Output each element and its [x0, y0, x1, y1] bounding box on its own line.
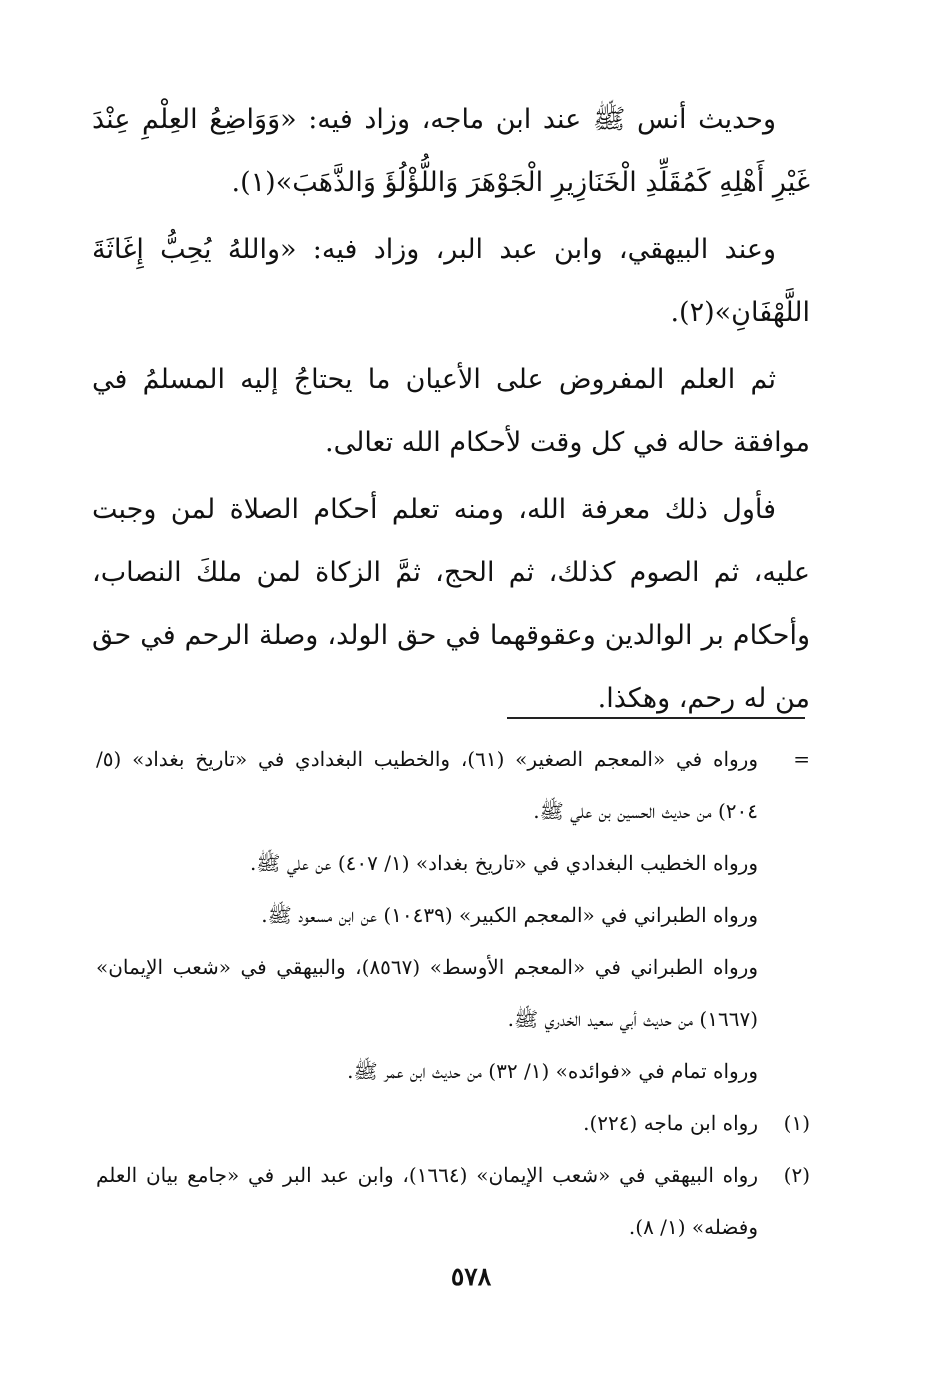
main-text — [92, 88, 810, 734]
paragraph-obligatory-knowledge: ثم العلم المفروض على الأعيان ما يحتاجُ إليه المسلمُ في موافقة حاله في كل وقت لأحكام الله تعالى. — [92, 364, 810, 458]
footnote-marker: (١) — [783, 1111, 810, 1135]
paragraph-bayhaqi: وعند البيهقي، وابن عبد البر، وزاد فيه: «واللهُ يُحِبُّ إِغَاثَةَ اللَّهْفَانِ»(٢). — [92, 234, 810, 328]
footnote-item — [96, 837, 810, 889]
footnote-text: ورواه الطبراني في «المعجم الأوسط» (٨٥٦٧)، والبيهقي في «شعب الإيمان» (١٦٦٧) من حديث أبي سعيد الخدري ﷺ. — [96, 955, 758, 1031]
footnote-item — [96, 941, 810, 1045]
footnote-marker: = — [793, 747, 810, 771]
footnote-2 — [96, 1149, 810, 1253]
footnote-text: ورواه الخطيب البغدادي في «تاريخ بغداد» (١/ ٤٠٧) عن علي ﷺ. — [249, 851, 758, 875]
paragraph-anas-hadith: وحديث أنس ﷺ عند ابن ماجه، وزاد فيه: «وَوَاضِعُ العِلْمِ عِنْدَ غَيْرِ أَهْلِهِ كَمُقَلِّدِ الْخَنَازِيرِ الْجَوْهَرَ وَاللُّؤْلُؤَ وَالذَّهَبَ»(١). — [92, 104, 810, 198]
footnote-item — [96, 1045, 810, 1097]
footnote-marker: (٢) — [783, 1163, 810, 1187]
footnote-1 — [96, 1097, 810, 1149]
footnote-text: ورواه تمام في «فوائده» (١/ ٣٢) من حديث ابن عمر ﷺ. — [347, 1059, 758, 1083]
footnote-text: رواه البيهقي في «شعب الإيمان» (١٦٦٤)، وابن عبد البر في «جامع بيان العلم وفضله» (١/ ٨). — [96, 1163, 758, 1239]
footnote-continuation — [96, 733, 810, 837]
footnote-text: رواه ابن ماجه (٢٢٤). — [583, 1111, 758, 1135]
page-number: ٥٧٨ — [450, 1262, 492, 1291]
footnote-separator — [507, 717, 805, 719]
footnote-text: ورواه في «المعجم الصغير» (٦١)، والخطيب البغدادي في «تاريخ بغداد» (٥/ ٢٠٤) من حديث الحسين بن علي ﷺ. — [96, 747, 758, 823]
footnote-item — [96, 889, 810, 941]
paragraph-first-obligations: فأول ذلك معرفة الله، ومنه تعلم أحكام الصلاة لمن وجبت عليه، ثم الصوم كذلك، ثم الحج، ثمَّ الزكاة لمن ملكَ النصاب، وأحكام بر الوالدين وعقوقهما في حق الولد، وصلة الرحم في حق من له رحم، وهكذا. — [92, 494, 810, 714]
footnotes — [96, 733, 810, 1253]
footnote-text: ورواه الطبراني في «المعجم الكبير» (١٠٤٣٩) عن ابن مسعود ﷺ. — [261, 903, 758, 927]
